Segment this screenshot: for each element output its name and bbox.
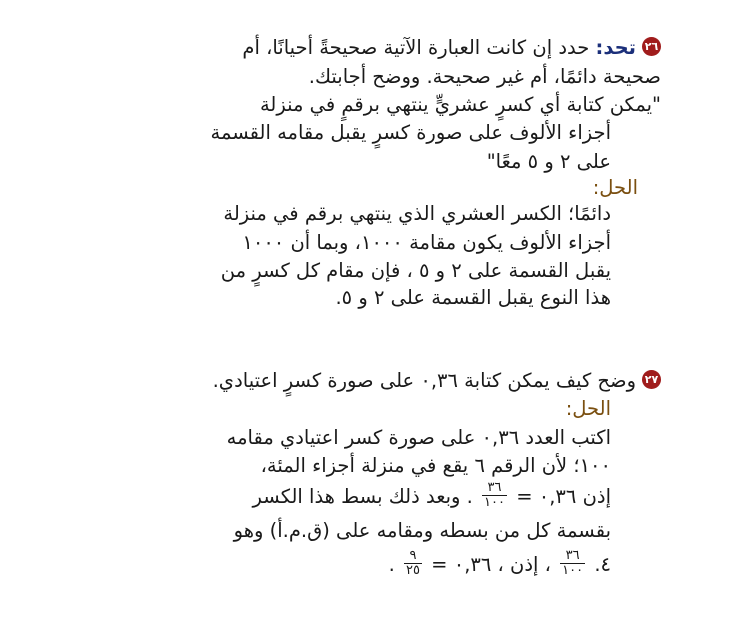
q27-solution-line5 xyxy=(389,550,611,580)
q27-sol5-text-c: . xyxy=(388,553,395,576)
q26-solution-line3: يقبل القسمة على ٢ و ٥ ، فإن مقام كل كسرٍ من xyxy=(220,259,611,282)
fraction-numerator: ٣٦ xyxy=(487,480,502,495)
q26-solution-line4: هذا النوع يقبل القسمة على ٢ و ٥. xyxy=(335,286,611,309)
q27-sol5-text-b: ، إذن ، ٠,٣٦ = xyxy=(431,553,551,576)
q27-solution-label: الحل: xyxy=(565,397,611,420)
q27-text-line1: وضح كيف يمكن كتابة ٠,٣٦ على صورة كسرٍ اعتيادي. xyxy=(212,369,636,392)
fraction-36-100-b xyxy=(560,549,585,578)
q27-solution-line3 xyxy=(253,482,611,512)
q27-solution-line4: بقسمة كل من بسطه ومقامه على (ق.م.أ) وهو xyxy=(233,519,611,542)
fraction-denominator: ١٠٠ xyxy=(484,495,505,510)
q27-solution-line2: ١٠٠؛ لأن الرقم ٦ يقع في منزلة أجزاء المئة، xyxy=(260,454,611,477)
fraction-denominator: ٢٥ xyxy=(406,563,420,578)
q26-line3: "يمكن كتابة أي كسرٍ عشريٍّ ينتهي برقمٍ في منزلة xyxy=(259,93,661,116)
q27-sol3-text-b: . وبعد ذلك بسط هذا الكسر xyxy=(252,485,473,508)
q26-line5: على ٢ و ٥ معًا" xyxy=(486,150,611,173)
q26-solution-label: الحل: xyxy=(592,176,638,199)
q26-line4: أجزاء الألوف على صورة كسرٍ يقبل مقامه القسمة xyxy=(210,121,611,144)
q26-solution-line2: أجزاء الألوف يكون مقامة ١٠٠٠، وبما أن ١٠٠٠ xyxy=(242,231,611,254)
fraction-numerator: ٩ xyxy=(409,548,417,563)
challenge-label: تحد: xyxy=(595,36,636,59)
fraction-denominator: ١٠٠ xyxy=(562,563,584,578)
q26-line2: صحيحة دائمًا، أم غير صحيحة. ووضح أجابتك. xyxy=(308,65,661,88)
q27-sol3-text-a: إذن ٠,٣٦ = xyxy=(516,485,611,508)
q27-solution-line1: اكتب العدد ٠,٣٦ على صورة كسر اعتيادي مقامه xyxy=(226,426,611,449)
q27-line1 xyxy=(213,366,661,396)
q26-solution-line1: دائمًا؛ الكسر العشري الذي ينتهي برقم في منزلة xyxy=(223,202,611,225)
fraction-9-25 xyxy=(404,549,422,578)
q26-line1 xyxy=(242,33,661,63)
q26-text-line1: حدد إن كانت العبارة الآتية صحيحةً أحيانًا، أم xyxy=(242,36,590,59)
question-number-badge: ٢٧ xyxy=(642,370,661,389)
fraction-numerator: ٣٦ xyxy=(565,548,580,563)
q27-sol5-text-a: ٤. xyxy=(594,553,611,576)
fraction-36-100 xyxy=(482,481,507,510)
question-number-badge: ٢٦ xyxy=(642,37,661,56)
